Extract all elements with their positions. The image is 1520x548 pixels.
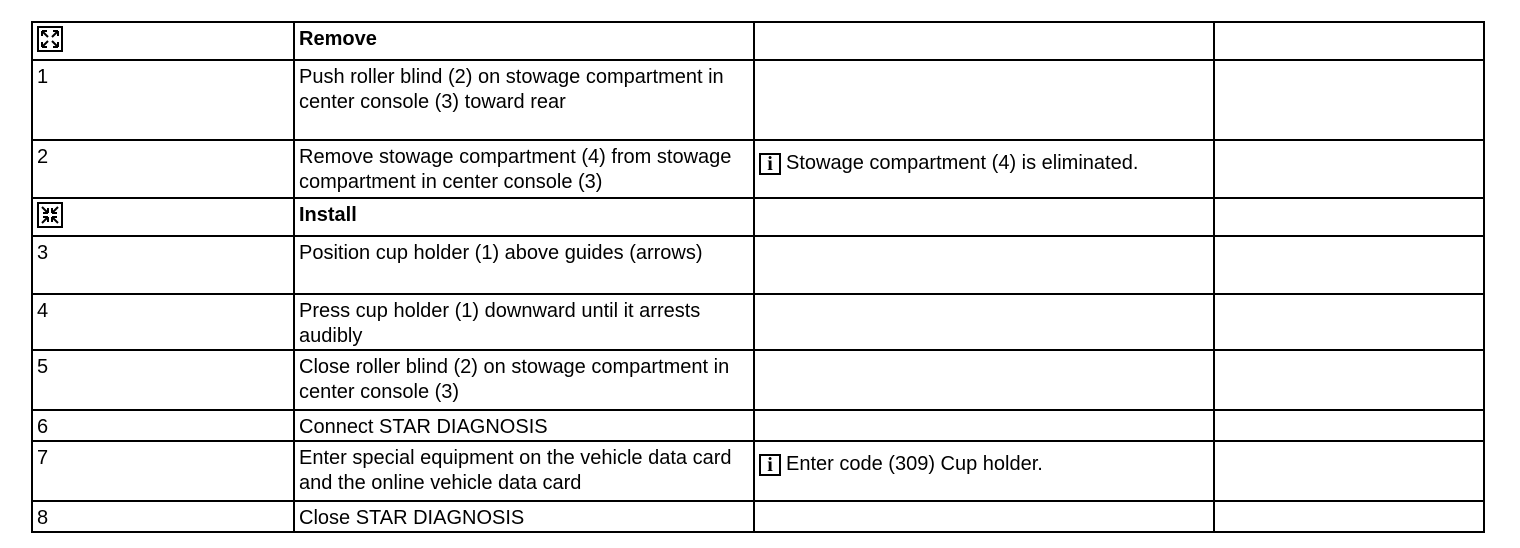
table-row xyxy=(32,501,1484,532)
table-row xyxy=(32,140,1484,198)
table-row xyxy=(32,441,1484,501)
step-number: 8 xyxy=(32,501,294,532)
step-cell xyxy=(32,198,294,236)
procedure-table xyxy=(31,21,1485,533)
extra-cell xyxy=(1214,350,1484,410)
action-heading: Remove xyxy=(294,22,754,60)
action-text: Enter special equipment on the vehicle data card and the online vehicle data card xyxy=(294,441,754,501)
extra-cell xyxy=(1214,441,1484,501)
step-cell xyxy=(32,22,294,60)
note-cell xyxy=(754,140,1214,198)
action-text: Position cup holder (1) above guides (arrows) xyxy=(294,236,754,294)
note-cell xyxy=(754,501,1214,532)
extra-cell xyxy=(1214,236,1484,294)
note-text: Stowage compartment (4) is eliminated. xyxy=(786,152,1139,174)
extra-cell xyxy=(1214,501,1484,532)
install-arrows-icon xyxy=(37,202,63,228)
table-row xyxy=(32,236,1484,294)
extra-cell xyxy=(1214,60,1484,140)
action-text: Push roller blind (2) on stowage compartment in center console (3) toward rear xyxy=(294,60,754,140)
note-text: Enter code (309) Cup holder. xyxy=(786,453,1043,475)
info-icon: i xyxy=(759,454,781,476)
note-cell xyxy=(754,198,1214,236)
note-cell xyxy=(754,22,1214,60)
table-row xyxy=(32,198,1484,236)
table-row xyxy=(32,410,1484,441)
step-number: 7 xyxy=(32,441,294,501)
extra-cell xyxy=(1214,294,1484,350)
table-row xyxy=(32,60,1484,140)
step-number: 4 xyxy=(32,294,294,350)
extra-cell xyxy=(1214,198,1484,236)
info-note xyxy=(759,145,1209,176)
extra-cell xyxy=(1214,140,1484,198)
note-cell xyxy=(754,236,1214,294)
action-text: Remove stowage compartment (4) from stowage compartment in center console (3) xyxy=(294,140,754,198)
action-text: Connect STAR DIAGNOSIS xyxy=(294,410,754,441)
info-note xyxy=(759,446,1209,477)
table-row xyxy=(32,350,1484,410)
table-row xyxy=(32,22,1484,60)
step-number: 3 xyxy=(32,236,294,294)
action-text: Press cup holder (1) downward until it arrests audibly xyxy=(294,294,754,350)
step-number: 5 xyxy=(32,350,294,410)
action-text: Close STAR DIAGNOSIS xyxy=(294,501,754,532)
step-number: 6 xyxy=(32,410,294,441)
step-number: 1 xyxy=(32,60,294,140)
note-cell xyxy=(754,441,1214,501)
extra-cell xyxy=(1214,22,1484,60)
action-heading: Install xyxy=(294,198,754,236)
action-text: Close roller blind (2) on stowage compartment in center console (3) xyxy=(294,350,754,410)
note-cell xyxy=(754,60,1214,140)
note-cell xyxy=(754,410,1214,441)
extra-cell xyxy=(1214,410,1484,441)
note-cell xyxy=(754,294,1214,350)
remove-arrows-icon xyxy=(37,26,63,52)
info-icon: i xyxy=(759,153,781,175)
table-row xyxy=(32,294,1484,350)
step-number: 2 xyxy=(32,140,294,198)
note-cell xyxy=(754,350,1214,410)
